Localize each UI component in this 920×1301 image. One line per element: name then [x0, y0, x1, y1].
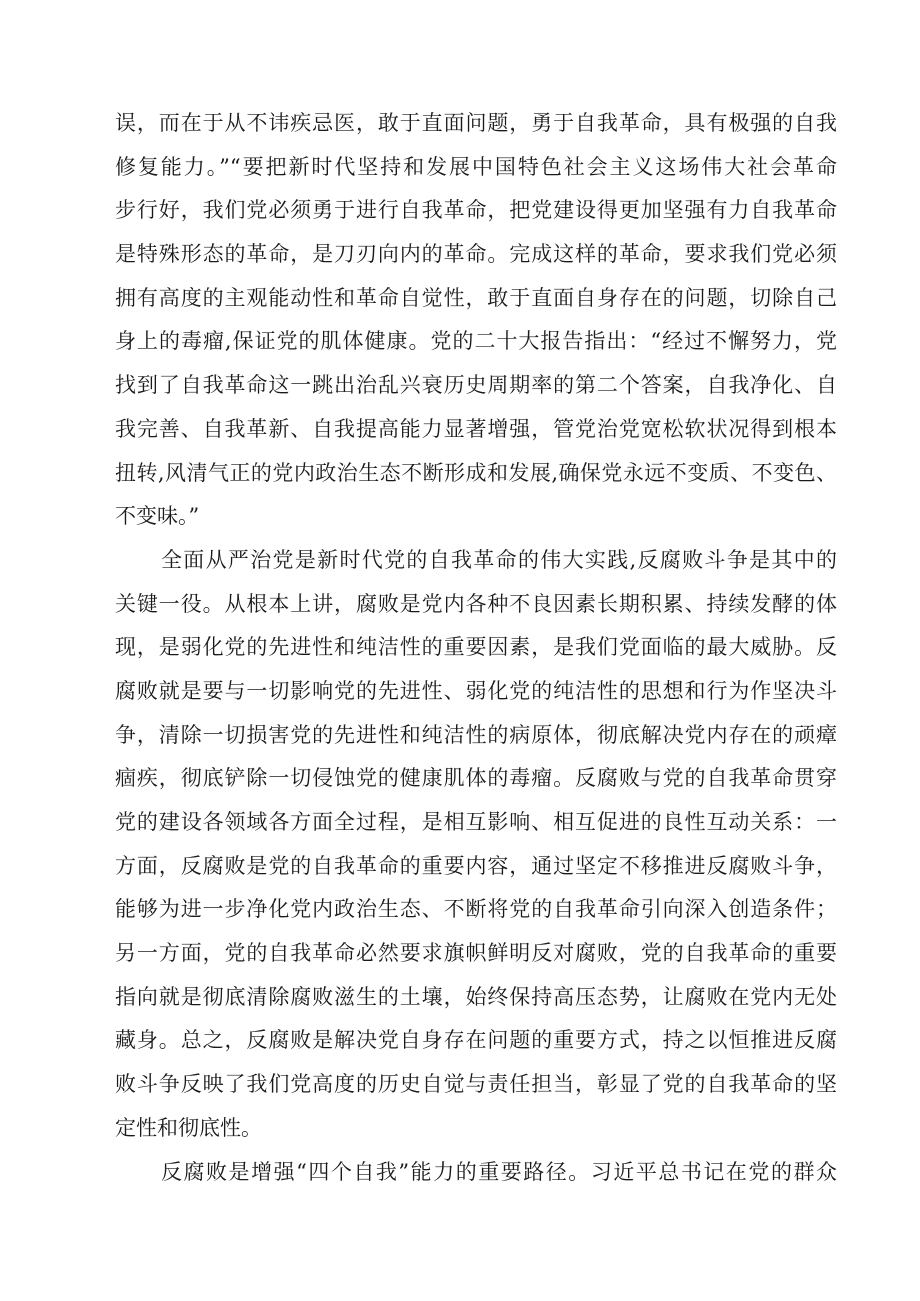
- text-line: 修复能力。”“要把新时代坚持和发展中国特色社会主义这场伟大社会革命: [115, 154, 837, 179]
- text-line: 关键一役。从根本上讲，腐败是党内各种不良因素长期积累、持续发酵的体: [115, 591, 837, 616]
- text-line: 党的建设各领域各方面全过程，是相互影响、相互促进的良性互动关系：一: [115, 810, 837, 834]
- text-line: 找到了自我革命这一跳出治乱兴衰历史周期率的第二个答案，自我净化、自: [115, 373, 837, 398]
- text-line: 我完善、自我革新、自我提高能力显著增强，管党治党宽松软状况得到根本: [115, 416, 837, 441]
- text-line: 拥有高度的主观能动性和革命自觉性，敢于直面自身存在的问题，切除自己: [115, 285, 837, 310]
- paragraph: [115, 1151, 837, 1195]
- text-line: 现，是弱化党的先进性和纯洁性的重要因素，是我们党面临的最大威胁。反: [115, 635, 837, 660]
- text-line: 误，而在于从不讳疾忌医，敢于直面问题，勇于自我革命，具有极强的自我: [115, 111, 837, 135]
- text-line: 是特殊形态的革命，是刀刃向内的革命。完成这样的革命，要求我们党必须: [115, 242, 837, 267]
- text-line: 指向就是彻底清除腐败滋生的土壤，始终保持高压态势，让腐败在党内无处: [115, 984, 837, 1009]
- text-line: 不变味。”: [115, 504, 200, 529]
- paragraph: [115, 539, 837, 1151]
- document-body: [115, 102, 837, 1194]
- text-line: 败斗争反映了我们党高度的历史自觉与责任担当，彰显了党的自我革命的坚: [115, 1072, 837, 1097]
- paragraph: [115, 102, 837, 539]
- text-line: 腐败就是要与一切影响党的先进性、弱化党的纯洁性的思想和行为作坚决斗: [115, 678, 837, 703]
- text-line: 方面，反腐败是党的自我革命的重要内容，通过坚定不移推进反腐败斗争，: [115, 853, 837, 878]
- text-line: 身上的毒瘤,保证党的肌体健康。党的二十大报告指出：“经过不懈努力，党: [115, 329, 837, 354]
- text-line: 反腐败是增强“四个自我”能力的重要路径。习近平总书记在党的群众: [161, 1159, 837, 1184]
- text-line: 藏身。总之，反腐败是解决党自身存在问题的重要方式，持之以恒推进反腐: [115, 1028, 837, 1053]
- text-line: 定性和彻底性。: [115, 1115, 262, 1140]
- text-line: 另一方面，党的自我革命必然要求旗帜鲜明反对腐败，党的自我革命的重要: [115, 941, 837, 966]
- text-line: 能够为进一步净化党内政治生态、不断将党的自我革命引向深入创造条件；: [115, 897, 837, 922]
- text-line: 争，清除一切损害党的先进性和纯洁性的病原体，彻底解决党内存在的顽瘴: [115, 722, 837, 747]
- text-line: 全面从严治党是新时代党的自我革命的伟大实践,反腐败斗争是其中的: [161, 547, 837, 572]
- text-line: 步行好，我们党必须勇于进行自我革命，把党建设得更加坚强有力自我革命: [115, 198, 837, 223]
- text-line: 扭转,风清气正的党内政治生态不断形成和发展,确保党永远不变质、不变色、: [115, 460, 837, 485]
- text-line: 痼疾，彻底铲除一切侵蚀党的健康肌体的毒瘤。反腐败与党的自我革命贯穿: [115, 766, 837, 791]
